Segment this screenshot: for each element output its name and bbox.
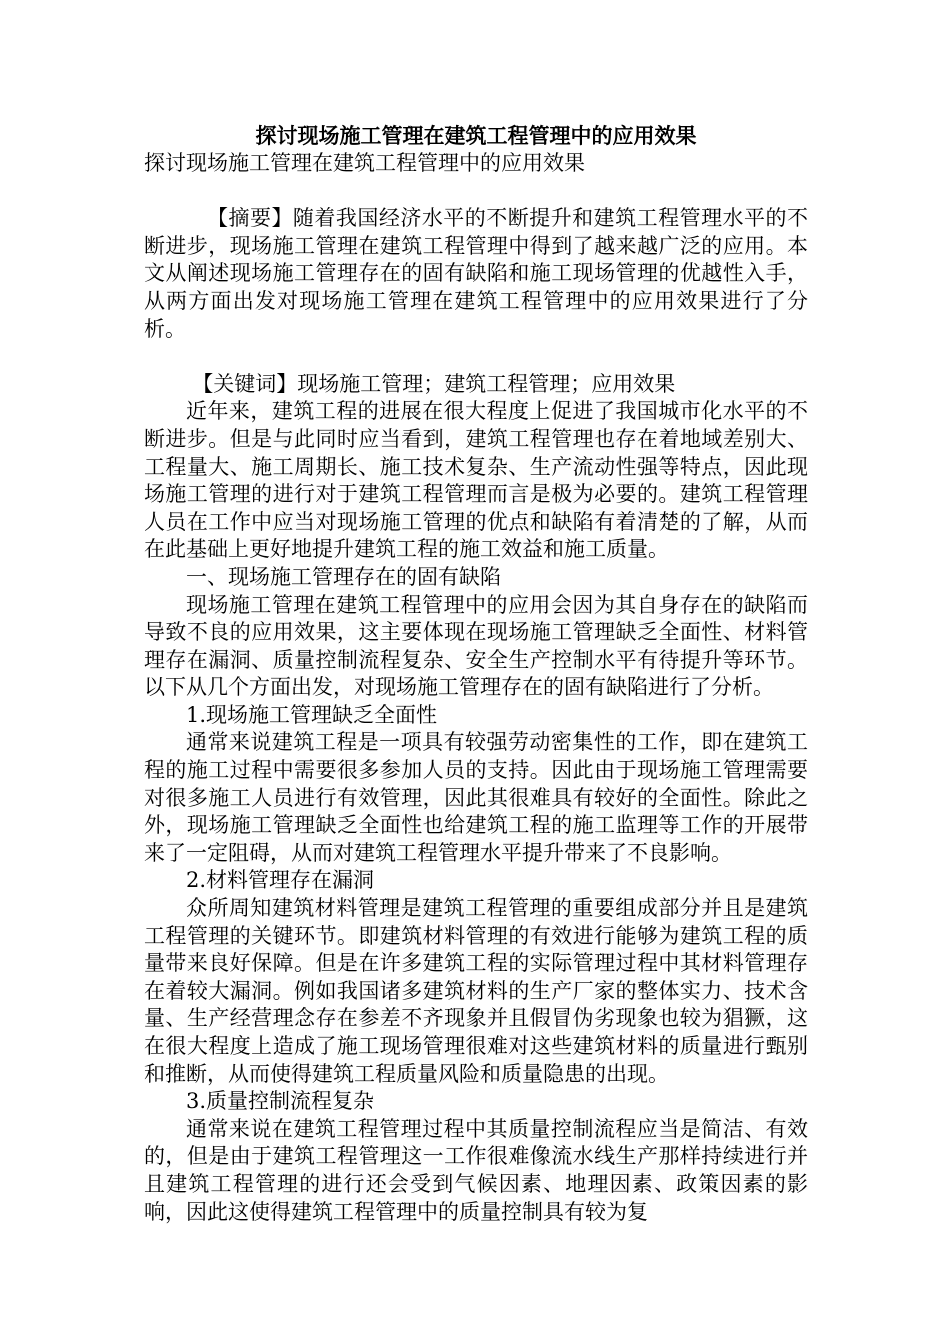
abstract-paragraph: 【摘要】随着我国经济水平的不断提升和建筑工程管理水平的不断进步，现场施工管理在建筑工程管理中得到了越来越广泛的应用。本文从阐述现场施工管理存在的固有缺陷和施工现场管理的优越性入手，从两方面出发对现场施工管理在建筑工程管理中的应用效果进行了分析。	[144, 206, 808, 341]
subsection-paragraph-1: 通常来说建筑工程是一项具有较强劳动密集性的工作，即在建筑工程的施工过程中需要很多参加人员的支持。因此由于现场施工管理需要对很多施工人员进行有效管理，因此其很难具有较好的全面性。除此之外，现场施工管理缺乏全面性也给建筑工程的施工监理等工作的开展带来了一定阻碍，从而对建筑工程管理水平提升带来了不良影响。	[144, 730, 808, 865]
document-subtitle: 探讨现场施工管理在建筑工程管理中的应用效果	[144, 151, 585, 175]
subsection-heading-1: 1.现场施工管理缺乏全面性	[186, 702, 438, 727]
intro-paragraph: 近年来，建筑工程的进展在很大程度上促进了我国城市化水平的不断进步。但是与此同时应当看到，建筑工程管理也存在着地域差别大、工程量大、施工周期长、施工技术复杂、生产流动性强等特点，因此现场施工管理的进行对于建筑工程管理而言是极为必要的。建筑工程管理人员在工作中应当对现场施工管理的优点和缺陷有着清楚的了解，从而在此基础上更好地提升建筑工程的施工效益和施工质量。	[144, 399, 808, 562]
section-heading-1: 一、现场施工管理存在的固有缺陷	[186, 564, 501, 589]
subsection-heading-2: 2.材料管理存在漏洞	[186, 868, 375, 893]
subsection-paragraph-3: 通常来说在建筑工程管理过程中其质量控制流程应当是简洁、有效的，但是由于建筑工程管理这一工作很难像流水线生产那样持续进行并且建筑工程管理的进行还会受到气候因素、地理因素、政策因素的影响，因此这使得建筑工程管理中的质量控制具有较为复	[144, 1116, 808, 1224]
subsection-heading-3: 3.质量控制流程复杂	[186, 1089, 375, 1114]
blank-line	[144, 178, 808, 206]
subsection-paragraph-2: 众所周知建筑材料管理是建筑工程管理的重要组成部分并且是建筑工程管理的关键环节。即建筑材料管理的有效进行能够为建筑工程的质量带来良好保障。但是在许多建筑工程的实际管理过程中其材料管理存在着较大漏洞。例如我国诸多建筑材料的生产厂家的整体实力、技术含量、生产经营理念存在参差不齐现象并且假冒伪劣现象也较为猖獗，这在很大程度上造成了施工现场管理很难对这些建筑材料的质量进行甄别和推断，从而使得建筑工程质量风险和质量隐患的出现。	[144, 896, 808, 1086]
document-title: 探讨现场施工管理在建筑工程管理中的应用效果	[255, 123, 697, 148]
section-paragraph-1: 现场施工管理在建筑工程管理中的应用会因为其自身存在的缺陷而导致不良的应用效果，这主要体现在现场施工管理缺乏全面性、材料管理存在漏洞、质量控制流程复杂、安全生产控制水平有待提升等环节。以下从几个方面出发，对现场施工管理存在的固有缺陷进行了分析。	[144, 592, 808, 700]
keywords-paragraph: 【关键词】现场施工管理；建筑工程管理；应用效果	[192, 371, 676, 396]
blank-line	[144, 343, 808, 371]
document-page	[144, 122, 808, 1226]
